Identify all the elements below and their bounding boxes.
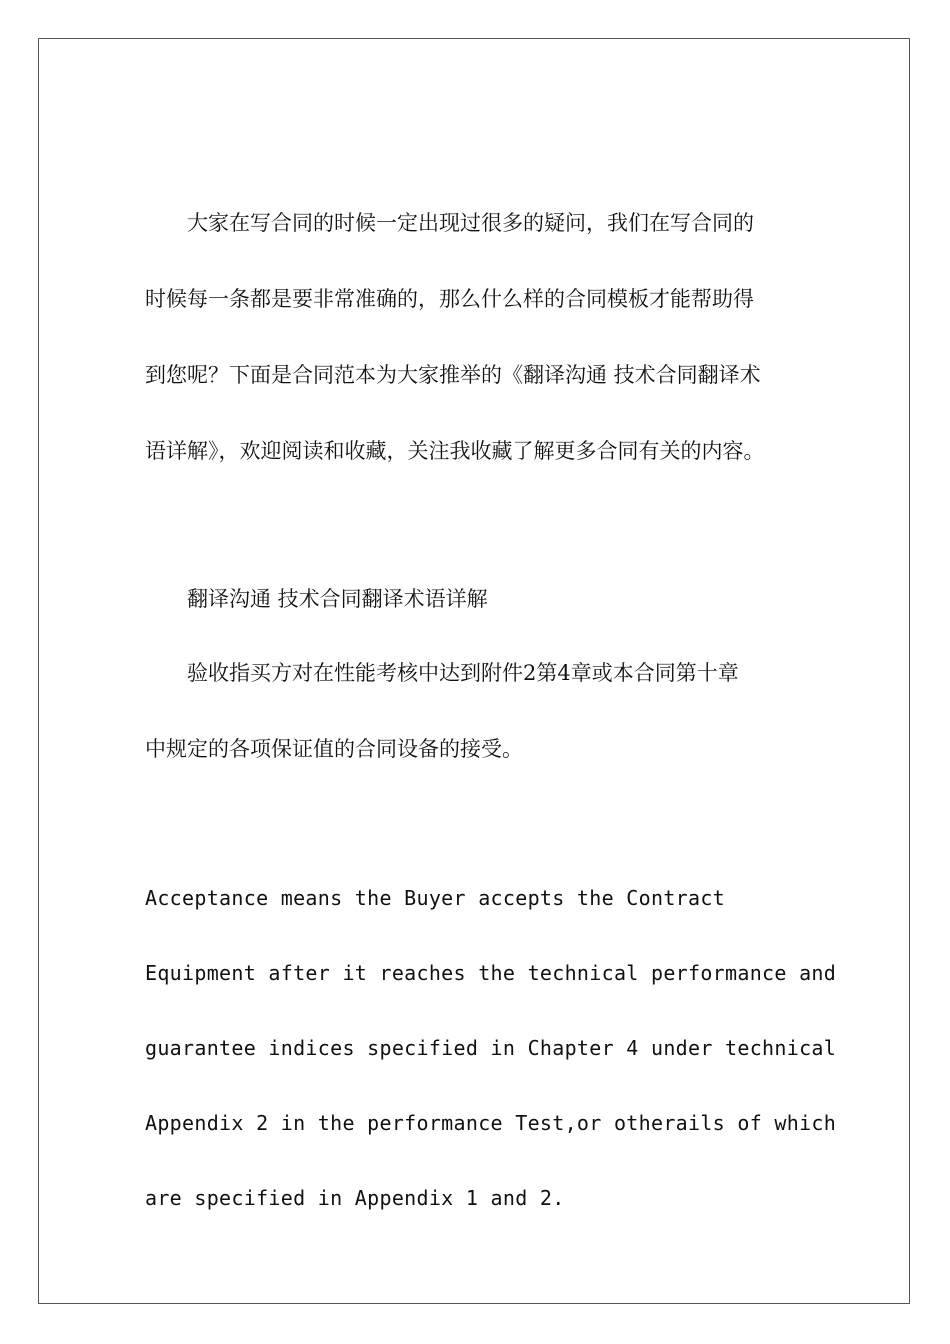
intro-line-4: 语详解》，欢迎阅读和收藏，关注我收藏了解更多合同有关的内容。 [145,439,765,463]
en-definition-line-3: guarantee indices specified in Chapter 4 under technical [145,1036,837,1060]
en-definition-line-2: Equipment after it reaches the technical performance and [145,961,837,985]
intro-line-2: 时候每一条都是要非常准确的，那么什么样的合同模板才能帮助得 [145,287,754,311]
en-definition-line-4: Appendix 2 in the performance Test,or otherails of which [145,1111,837,1135]
cn-definition-line-2: 中规定的各项保证值的合同设备的接受。 [145,737,523,761]
en-definition-line-5: are specified in Appendix 1 and 2. [145,1186,565,1210]
section-heading: 翻译沟通 技术合同翻译术语详解 [145,587,488,611]
cn-definition-line-1: 验收指买方对在性能考核中达到附件2第4章或本合同第十章 [145,661,739,685]
intro-line-3: 到您呢？下面是合同范本为大家推举的《翻译沟通 技术合同翻译术 [145,363,761,387]
intro-line-1: 大家在写合同的时候一定出现过很多的疑问，我们在写合同的 [145,211,754,235]
en-definition-line-1: Acceptance means the Buyer accepts the Contract [145,886,726,910]
